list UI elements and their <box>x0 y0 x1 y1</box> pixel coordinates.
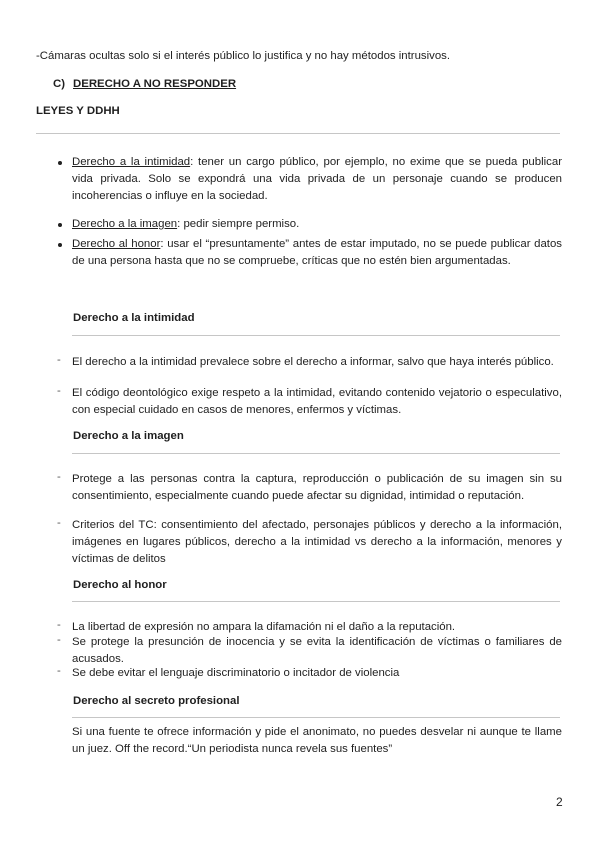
rights-item-text: : pedir siempre permiso. <box>177 218 300 230</box>
intro-text: -Cámaras ocultas solo si el interés público lo justifica y no hay métodos intrusivos. <box>36 50 451 62</box>
dash-marker: - <box>57 665 61 677</box>
secreto-text: Si una fuente te ofrece información y pide el anonimato, no puedes desvelar ni aunque te llame un juez. Off the record.“Un periodista nunca revela sus fuentes” <box>72 726 562 755</box>
dash-marker: - <box>57 517 61 529</box>
rights-item-imagen <box>72 216 562 233</box>
rights-item-term: Derecho al honor <box>72 238 161 250</box>
divider <box>72 453 560 454</box>
honor-title: Derecho al honor <box>73 579 167 591</box>
laws-heading: LEYES Y DDHH <box>36 105 120 117</box>
secreto-title: Derecho al secreto profesional <box>73 695 240 707</box>
dash-marker: - <box>57 471 61 483</box>
honor-item: Se debe evitar el lenguaje discriminatorio o incitador de violencia <box>72 667 400 679</box>
bullet-icon <box>58 223 62 227</box>
section-c-title: DERECHO A NO RESPONDER <box>73 78 237 90</box>
dash-marker: - <box>57 354 61 366</box>
imagen-title: Derecho a la imagen <box>73 430 184 442</box>
dash-marker: - <box>57 634 61 646</box>
divider <box>72 601 560 602</box>
rights-item-text: : usar el “presuntamente” antes de estar imputado, no se puede publicar datos de una persona hasta que no se compruebe, críticas que no estén bien argumentadas. <box>72 238 563 267</box>
honor-item: Se protege la presunción de inocencia y se evita la identificación de víctimas o familiares de acusados. <box>72 636 562 665</box>
rights-item-honor <box>72 236 562 270</box>
divider <box>72 717 560 718</box>
rights-item-intimidad <box>72 154 562 205</box>
rights-item-term: Derecho a la imagen <box>72 218 178 230</box>
section-c-marker: C) <box>53 78 66 90</box>
dash-marker: - <box>57 385 61 397</box>
imagen-item: Protege a las personas contra la captura, reproducción o publicación de su imagen sin su consentimiento, especialmente cuando puede afectar su dignidad, intimidad o reputación. <box>72 473 562 502</box>
divider <box>36 133 560 134</box>
dash-marker: - <box>57 619 61 631</box>
honor-item: La libertad de expresión no ampara la difamación ni el daño a la reputación. <box>72 621 456 633</box>
intimidad-title: Derecho a la intimidad <box>73 312 195 324</box>
intimidad-item: El derecho a la intimidad prevalece sobre el derecho a informar, salvo que haya interés público. <box>72 356 554 368</box>
intimidad-item: El código deontológico exige respeto a la intimidad, evitando contenido vejatorio o especulativo, con especial cuidado en casos de menores, enfermos y víctimas. <box>72 387 562 416</box>
bullet-icon <box>58 243 62 247</box>
imagen-item: Criterios del TC: consentimiento del afectado, personajes públicos y derecho a la información, imágenes en lugares públicos, derecho a la intimidad vs derecho a la información, menores y víctimas de delitos <box>72 519 562 565</box>
bullet-icon <box>58 161 62 165</box>
rights-item-term: Derecho a la intimidad <box>72 156 191 168</box>
rights-item-text: : tener un cargo público, por ejemplo, no exime que se pueda publicar vida privada. Solo se expondrá una vida privada de un personaje cuando se producen incoherencias o influye en la sociedad. <box>72 156 562 202</box>
divider <box>72 335 560 336</box>
page-number: 2 <box>556 795 563 809</box>
